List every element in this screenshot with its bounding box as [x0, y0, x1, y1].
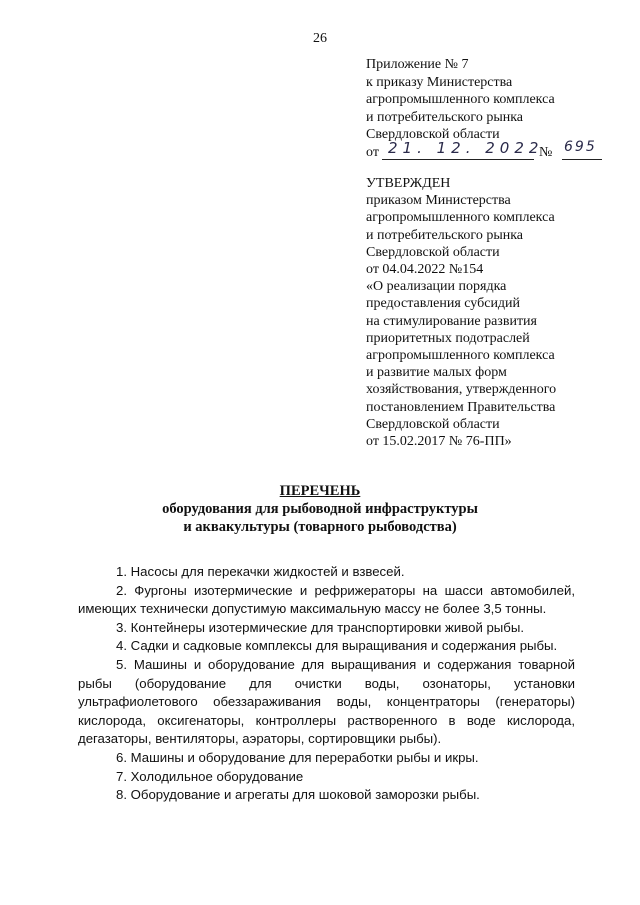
list-item: 7. Холодильное оборудование	[116, 768, 304, 784]
approved-line: от 15.02.2017 № 76-ПП»	[366, 434, 512, 450]
handwritten-date: 21. 12. 2022	[388, 138, 544, 157]
approved-line: и потребительского рынка	[366, 227, 524, 243]
approved-line: приказом Министерства	[366, 193, 511, 209]
approved-line: хозяйствования, утвержденного	[366, 382, 557, 398]
list-item: 1. Насосы для перекачки жидкостей и взвесей.	[116, 564, 405, 579]
appendix-block	[366, 56, 616, 163]
list-item: 2. Фургоны изотермические и рефрижераторы на шасси автомобилей, имеющих технически допустимую максимальную массу не более 3,5 тонны.	[78, 582, 575, 617]
approved-line: и развитие малых форм	[366, 365, 507, 381]
approved-line: приоритетных подотраслей	[366, 330, 530, 346]
list-item: 3. Контейнеры изотермические для транспортировки живой рыбы.	[116, 619, 524, 635]
approved-line: постановлением Правительства	[366, 399, 556, 415]
approved-line: предоставления субсидий	[366, 296, 521, 312]
document-title	[0, 482, 640, 536]
title-main: ПЕРЕЧЕНЬ	[279, 483, 361, 499]
handwritten-number: 695	[564, 138, 597, 155]
date-prefix: от	[366, 144, 379, 160]
approved-line: Свердловской области	[366, 416, 500, 432]
approved-line: УТВЕРЖДЕН	[366, 176, 451, 191]
appendix-line: Приложение № 7	[366, 57, 469, 72]
title-subtitle-line: и аквакультуры (товарного рыбоводства)	[183, 519, 457, 535]
approved-line: агропромышленного комплекса	[366, 210, 555, 226]
approved-line: «О реализации порядка	[366, 279, 507, 295]
appendix-line: Свердловской области	[366, 127, 500, 142]
list-item: 6. Машины и оборудование для переработки рыбы и икры.	[116, 749, 479, 765]
approved-block	[366, 175, 626, 450]
approved-line: агропромышленного комплекса	[366, 348, 555, 364]
order-date-line	[366, 138, 616, 163]
approved-line: Свердловской области	[366, 244, 500, 260]
list-item: 8. Оборудование и агрегаты для шоковой заморозки рыбы.	[116, 787, 480, 803]
approved-line: на стимулирование развития	[366, 313, 537, 329]
appendix-line: и потребительского рынка	[366, 109, 524, 125]
title-subtitle-line: оборудования для рыбоводной инфраструктуры	[162, 501, 478, 517]
appendix-line: к приказу Министерства	[366, 74, 513, 90]
approved-line: от 04.04.2022 №154	[366, 262, 484, 278]
number-underline	[562, 159, 602, 160]
appendix-line: агропромышленного комплекса	[366, 92, 555, 107]
list-item: 5. Машины и оборудование для выращивания и содержания товарной рыбы (оборудование для очистки воды, озонаторы, установки ультрафиолетового обеззараживания воды, концентраторы (генераторы) кислорода, оксигенаторы, контроллеры растворенного в воде кислорода, дегазаторы, вентиляторы, аэраторы, сортировщики рыбы).	[78, 656, 575, 747]
equipment-list	[78, 563, 575, 805]
number-prefix: №	[539, 144, 553, 160]
page-number: 26	[313, 31, 327, 46]
date-underline	[382, 159, 534, 160]
list-item: 4. Садки и садковые комплексы для выращивания и содержания рыбы.	[116, 638, 558, 654]
